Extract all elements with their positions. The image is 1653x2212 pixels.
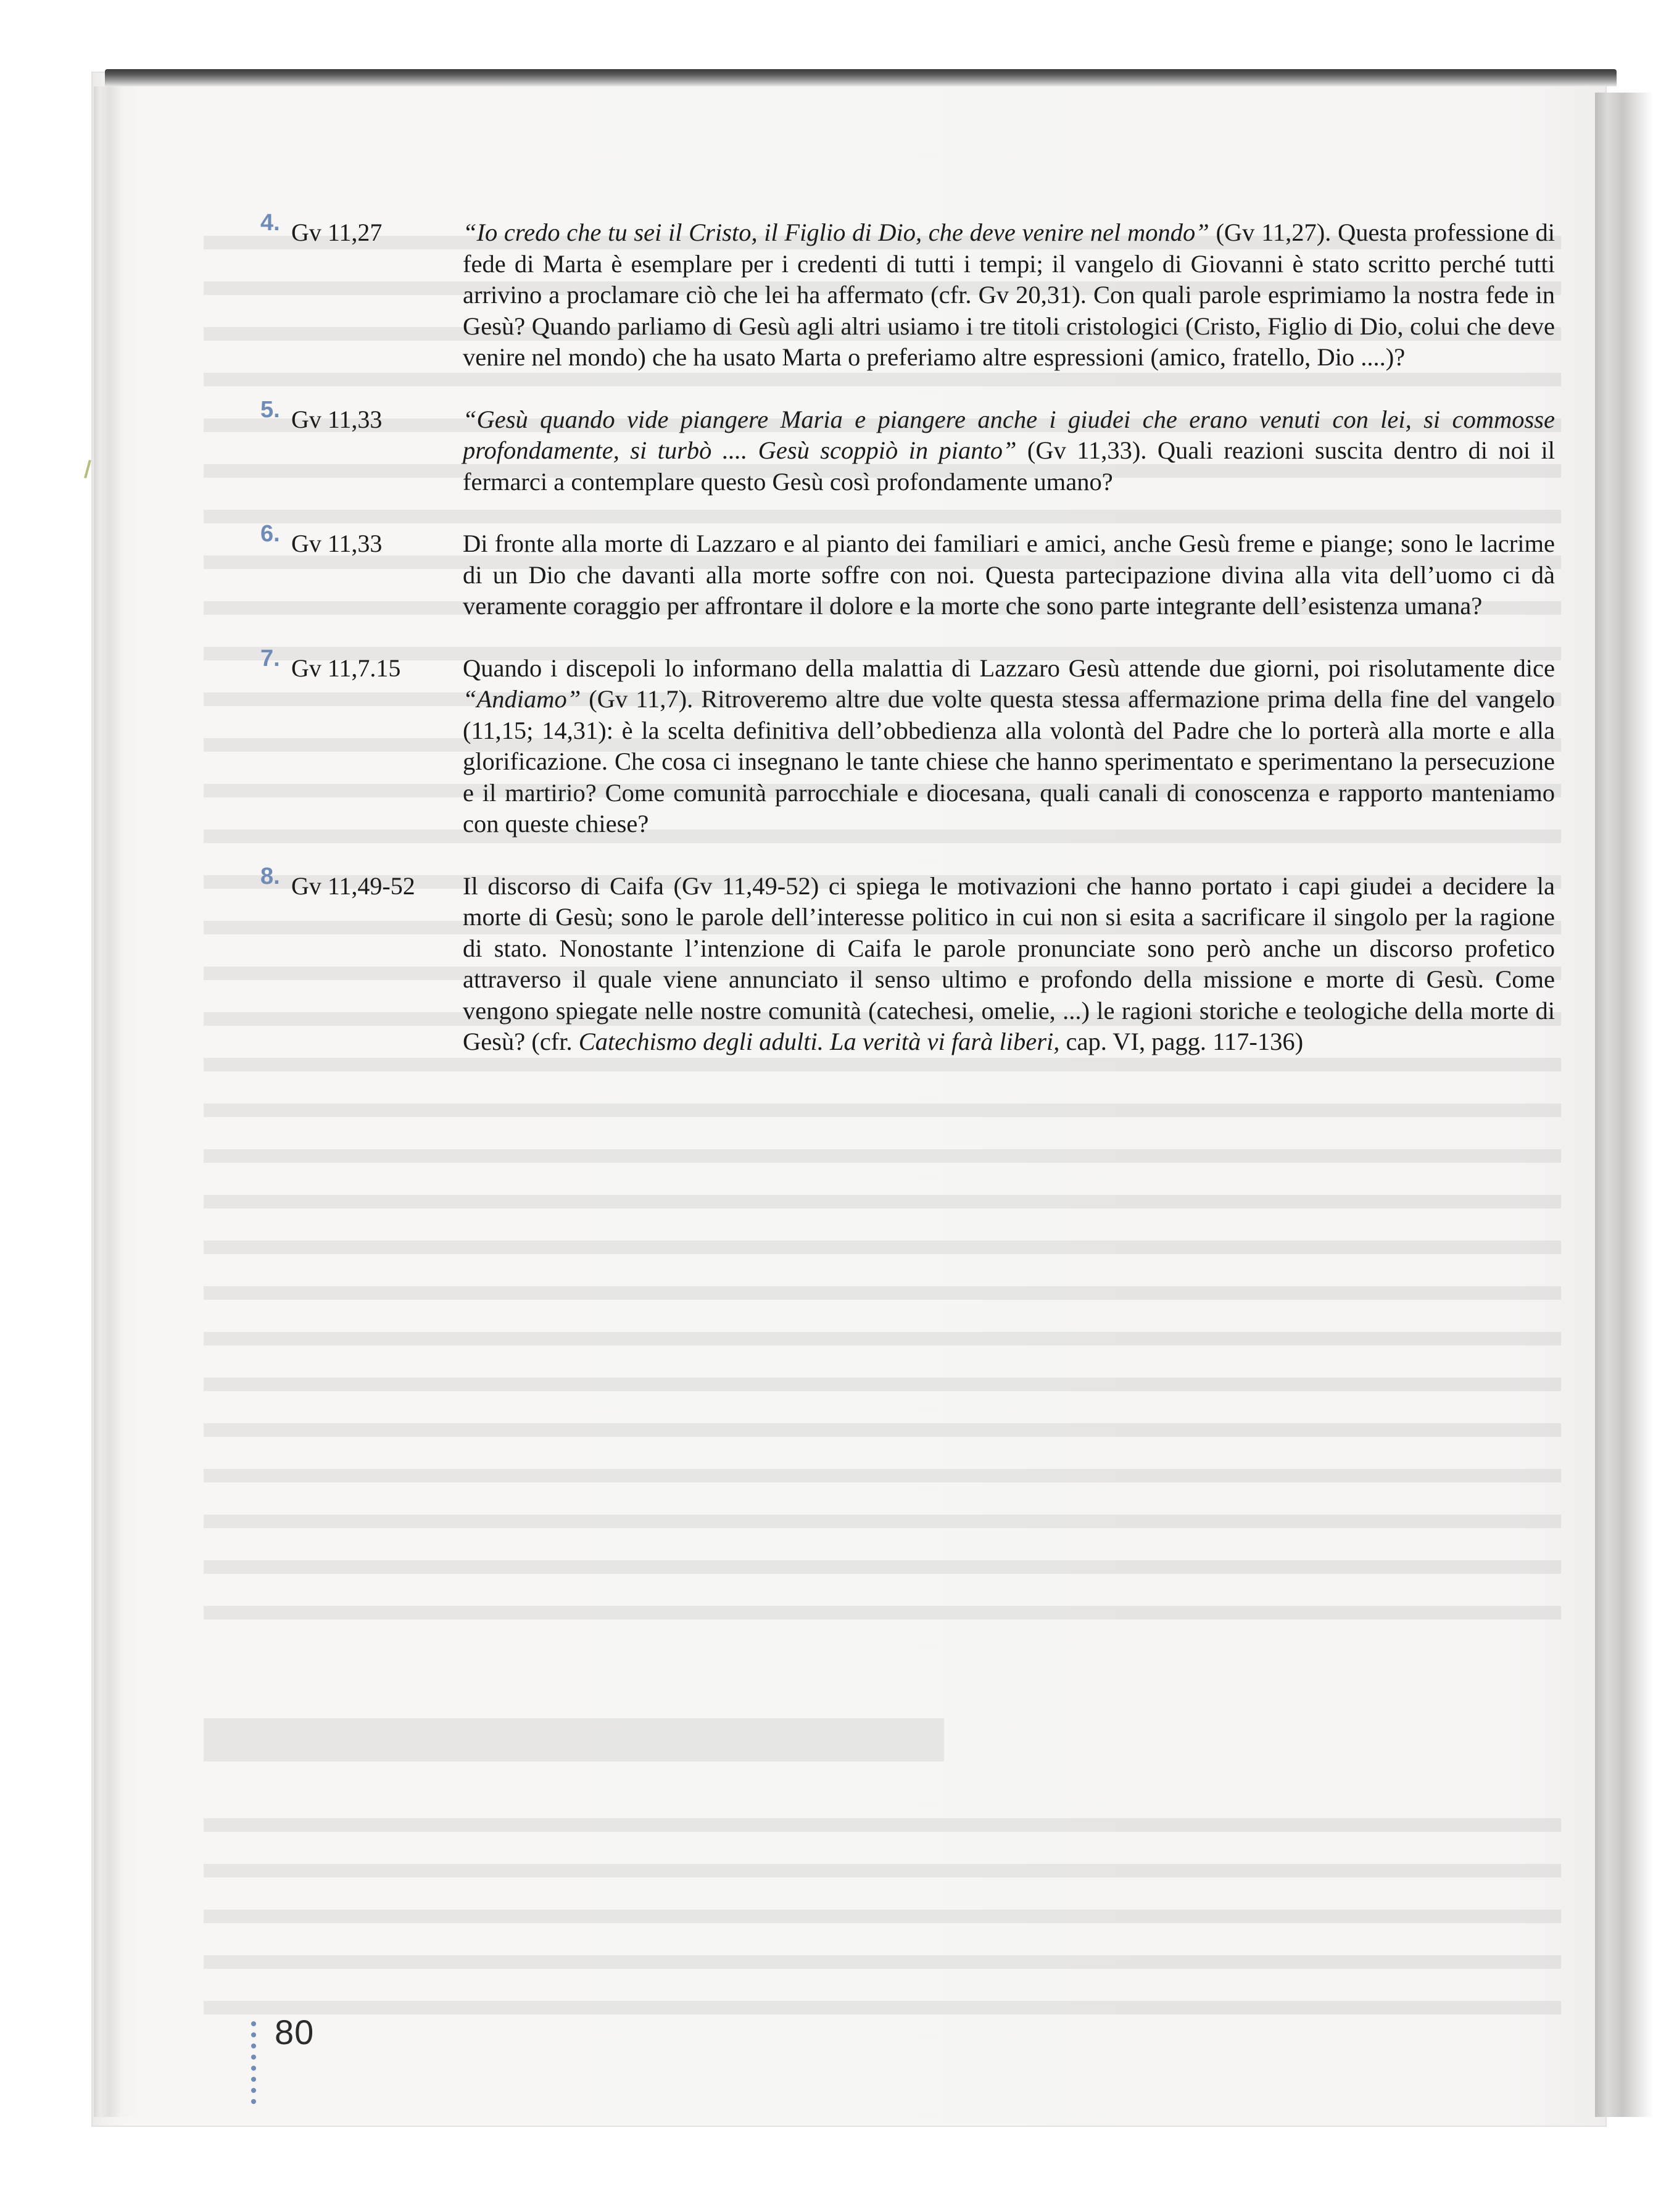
body-text: (Gv 11,7). Ritroveremo altre due volte questa stessa affermazione prima della fine del vangelo (11,15; 14,31): è la scelta definitiva dell’obbedienza alla volontà del Padre che lo porterà alla morte e alla glorificazione. Che cosa ci insegnano le tante chiese che hanno sperimentato e sperimentano la persecuzione e il martirio? Come comunità parrocchiale e diocesana, quali canali di conoscenza e rapporto manteniamo con queste chiese? — [463, 685, 1555, 838]
page-stack-left-edge — [94, 86, 137, 2117]
page-stack-right-edge — [1595, 93, 1653, 2117]
body-text: Il discorso di Caifa (Gv 11,49-52) ci spiega le motivazioni che hanno portato i capi giudei a decidere la morte di Gesù; sono le parole dell’interesse politico in cui non si esita a sacrificare il singolo per la ragione di stato. Nonostante l’intenzione di Caifa le parole pronunciate sono però anche un discorso profetico attraverso il quale viene annunciato il senso ultimo e profondo della missione e morte di Gesù. Come vengono spiegate nelle nostre comunità (catechesi, omelie, ...) le ragioni storiche e teologiche della morte di Gesù? (cfr. — [463, 871, 1555, 1055]
body-text: (Gv 11,33). Quali reazioni suscita dentro di noi il fermarci a contemplare questo Gesù così profondamente umano? — [463, 436, 1555, 496]
gospel-reference: Gv 11,33 — [291, 405, 383, 433]
item-text — [463, 217, 1555, 373]
item-number: 4. — [260, 210, 280, 236]
item-number: 8. — [260, 863, 280, 889]
quote-text: “Andiamo” — [463, 685, 581, 713]
question-item — [253, 210, 1555, 373]
item-number: 5. — [260, 396, 280, 423]
item-text — [463, 528, 1555, 622]
gospel-reference: Gv 11,27 — [291, 218, 383, 246]
item-text — [463, 871, 1555, 1058]
question-item — [253, 863, 1555, 1058]
gospel-reference: Gv 11,49-52 — [291, 871, 415, 900]
gospel-reference: Gv 11,33 — [291, 530, 383, 557]
body-text: Quando i discepoli lo informano della malattia di Lazzaro Gesù attende due giorni, poi risolutamente dice — [463, 654, 1555, 682]
margin-mark — [84, 460, 91, 478]
body-text: (Gv 11,27). Questa professione di fede di Marta è esemplare per i credenti di tutti i tempi; il vangelo di Giovanni è stato scritto perché tutti arrivino a proclamare ciò che lei ha affermato (cfr. Gv 20,31). Con quali parole esprimiamo la nostra fede in Gesù? Quando parliamo di Gesù agli altri usiamo i tre titoli cristologici (Cristo, Figlio di Dio, colui che deve venire nel mondo) che ha usato Marta o preferiamo altre espressioni (amico, fratello, Dio ....)? — [463, 218, 1555, 371]
gospel-reference: Gv 11,7.15 — [291, 654, 401, 682]
page-number-dots — [251, 2021, 257, 2110]
item-text — [463, 404, 1555, 498]
item-number: 6. — [260, 521, 280, 547]
question-list — [253, 210, 1555, 1089]
item-text — [463, 653, 1555, 840]
question-item — [253, 645, 1555, 840]
question-item — [253, 396, 1555, 498]
quote-text: “Gesù quando vide piangere Maria e piangere anche i giudei che erano venuti con lei, si commosse profondamente, si turbò .... Gesù scoppiò in pianto” — [463, 405, 1555, 464]
question-item — [253, 521, 1555, 622]
page-number: 80 — [275, 2013, 315, 2052]
item-number: 7. — [260, 645, 280, 672]
body-text: Di fronte alla morte di Lazzaro e al pianto dei familiari e amici, anche Gesù freme e piange; sono le lacrime di un Dio che davanti alla morte soffre con noi. Questa partecipazione divina alla vita dell’uomo ci dà veramente coraggio per affrontare il dolore e la morte che sono parte integrante dell’esistenza umana? — [463, 530, 1555, 620]
citation-title: Catechismo degli adulti. La verità vi farà liberi, — [578, 1028, 1060, 1055]
quote-text: “Io credo che tu sei il Cristo, il Figlio di Dio, che deve venire nel mondo” — [463, 218, 1209, 246]
body-text: cap. VI, pagg. 117-136) — [1059, 1028, 1304, 1055]
binding-shadow — [105, 69, 1617, 86]
